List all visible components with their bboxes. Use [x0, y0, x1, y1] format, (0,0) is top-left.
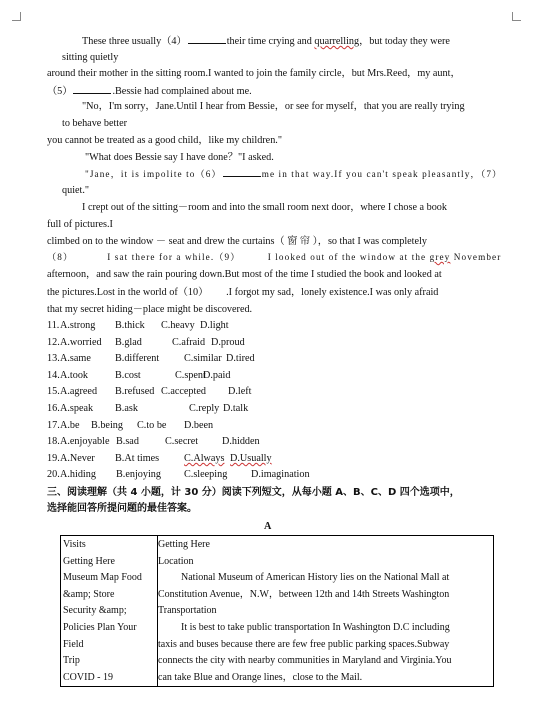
option-c: C.similar: [184, 353, 222, 365]
option-d: D.talk: [223, 403, 249, 414]
option-d: D.proud: [211, 336, 245, 348]
table-right-cell: It is best to take public transportation In Washington D.C including: [181, 622, 450, 633]
option-c: C.heavy: [161, 320, 195, 331]
passage-text: These three usually（4）: [82, 36, 187, 47]
passage-label: A: [264, 521, 272, 532]
passage-line: to behave better: [62, 118, 128, 129]
option-a: A.speak: [60, 403, 94, 414]
option-a: A.same: [60, 353, 91, 365]
table-left-cell: COVID - 19: [63, 671, 113, 683]
option-b: B.sad: [116, 436, 139, 448]
table-left-cell: Field: [63, 638, 84, 650]
option-c: C.secret: [165, 436, 199, 448]
question-number: 15.: [47, 386, 60, 398]
option-c: C.accepted: [161, 386, 206, 398]
passage-text: （8）: [47, 252, 74, 262]
option-c: C.afraid: [172, 336, 206, 348]
option-c: C.Always: [184, 452, 225, 464]
option-b: B.cost: [115, 369, 141, 381]
passage-line: you cannot be treated as a good child，like my children.": [47, 135, 283, 146]
option-b: B.enjoying: [116, 469, 161, 481]
answer-blank: [73, 84, 111, 94]
table-right-cell: taxis and buses because there are few free public parking spaces.Subway: [158, 638, 450, 650]
table-left-cell: Policies Plan Your: [63, 622, 137, 633]
table-left-cell: &amp; Store: [63, 588, 115, 600]
option-d: D.light: [200, 320, 229, 331]
passage-line: sitting quietly: [62, 52, 119, 63]
passage-text: me in that way.If you can't speak pleasantly，（7）: [261, 169, 503, 179]
option-d: D.Usually: [230, 452, 272, 464]
passage-line: climbed on to the window － seat and drew the curtains（ 窗 帘 ），so that I was completely: [47, 236, 427, 247]
option-a: A.worried: [60, 336, 102, 348]
table-left-cell: Getting Here: [63, 555, 115, 567]
passage-line: [47, 251, 501, 264]
answer-blank: [188, 34, 226, 44]
option-d: D.imagination: [251, 469, 310, 481]
option-a: A.enjoyable: [60, 436, 110, 448]
question-number: 19.: [47, 452, 60, 464]
option-a: A.agreed: [60, 386, 98, 398]
table-left-cell: Security &amp;: [63, 605, 127, 617]
option-a: A.took: [60, 369, 89, 381]
passage-line: quiet.": [62, 185, 90, 196]
question-number: 16.: [47, 403, 60, 414]
question-number: 11.: [47, 320, 60, 331]
option-d: D.left: [228, 386, 252, 398]
passage-line: [85, 167, 502, 181]
passage-line: around their mother in the sitting room.I wanted to join the family circle，but Mrs.Reed，my aunt，: [47, 68, 461, 79]
passage-text: I looked out of the window at the: [267, 252, 427, 262]
passage-line: that my secret hiding－place might be discovered.: [47, 304, 253, 315]
section-instruction: 选择能回答所提问题的最佳答案。: [47, 503, 197, 514]
passage-text: November: [453, 252, 502, 262]
passage-text: I sat there for a while.（9）: [107, 252, 241, 262]
question-number: 14.: [47, 369, 60, 381]
option-d: D.been: [184, 419, 214, 431]
passage-line: afternoon，and saw the rain pouring down.But most of the time I studied the book and looked at: [47, 269, 442, 280]
passage-line: full of pictures.I: [47, 219, 113, 230]
passage-line: [47, 286, 438, 299]
table-left-cell: Trip: [63, 655, 80, 667]
option-a: A.be: [60, 419, 80, 431]
page-corner-mark-top-left: [12, 12, 21, 21]
option-a: A.hiding: [60, 469, 96, 481]
option-c: C.spent: [175, 369, 206, 381]
passage-text: .I forgot my sad，lonely existence.I was only afraid: [226, 287, 439, 298]
table-right-cell: Transportation: [158, 605, 217, 617]
table-right-cell: Constitution Avenue，N.W，between 12th and 14th Streets Washington: [158, 588, 450, 600]
passage-text: their time crying and: [226, 36, 312, 47]
table-right-cell: connects the city with nearby communities in Maryland and Virginia.You: [158, 655, 452, 667]
question-number: 18.: [47, 436, 60, 448]
passage-line: [82, 34, 450, 48]
option-c: C.sleeping: [184, 469, 228, 481]
option-a: A.strong: [60, 320, 96, 331]
question-number: 13.: [47, 353, 60, 365]
option-c: C.to be: [137, 419, 167, 431]
table-left-cell: Visits: [63, 539, 86, 550]
question-number: 12.: [47, 336, 60, 348]
option-b: B.thick: [115, 320, 145, 331]
table-right-cell: National Museum of American History lies on the National Mall at: [181, 572, 450, 584]
option-d: D.hidden: [222, 436, 260, 448]
table-left-cell: Museum Map Food: [63, 572, 142, 584]
answer-blank: [223, 167, 261, 177]
table-right-cell: can take Blue and Orange lines，close to the Mail.: [158, 671, 363, 683]
option-d: D.tired: [226, 353, 255, 365]
option-b: B.refused: [115, 386, 155, 398]
table-right-cell: Location: [158, 555, 194, 567]
question-number: 17.: [47, 419, 60, 431]
page-corner-mark-top-right: [512, 12, 521, 21]
question-number: 20.: [47, 469, 60, 481]
option-a: A.Never: [60, 452, 95, 464]
passage-line: "No，I'm sorry，Jane.Until I hear from Bessie，or see for myself，that you are really trying: [82, 101, 465, 112]
passage-line: "What does Bessie say I have done？"I asked.: [85, 152, 274, 163]
passage-text: （5）: [47, 86, 73, 97]
spellcheck-word: grey: [429, 252, 451, 262]
option-d: D.paid: [203, 369, 231, 381]
option-b: B.different: [115, 353, 160, 365]
option-b: B.At times: [115, 452, 160, 464]
option-b: B.being: [91, 419, 123, 431]
passage-line: [47, 84, 252, 98]
passage-text: ，but today they were: [359, 36, 450, 47]
option-b: B.glad: [115, 336, 142, 348]
passage-text: "Jane，it is impolite to（6）: [85, 169, 222, 179]
option-c: C.reply: [189, 403, 220, 414]
section-heading: 三、阅读理解（共 4 小题，计 30 分）阅读下列短文，从每小题 A、B、C、D 四个选项中，: [47, 487, 460, 498]
table-right-cell: Getting Here: [158, 539, 210, 550]
passage-text: .Bessie had complained about me.: [112, 86, 252, 97]
option-b: B.ask: [115, 403, 138, 414]
passage-text: the pictures.Lost in the world of（10）: [47, 287, 209, 298]
passage-line: I crept out of the sitting－room and into the small room next door，where I chose a book: [82, 202, 447, 213]
spellcheck-word: quarrelling: [314, 36, 360, 47]
